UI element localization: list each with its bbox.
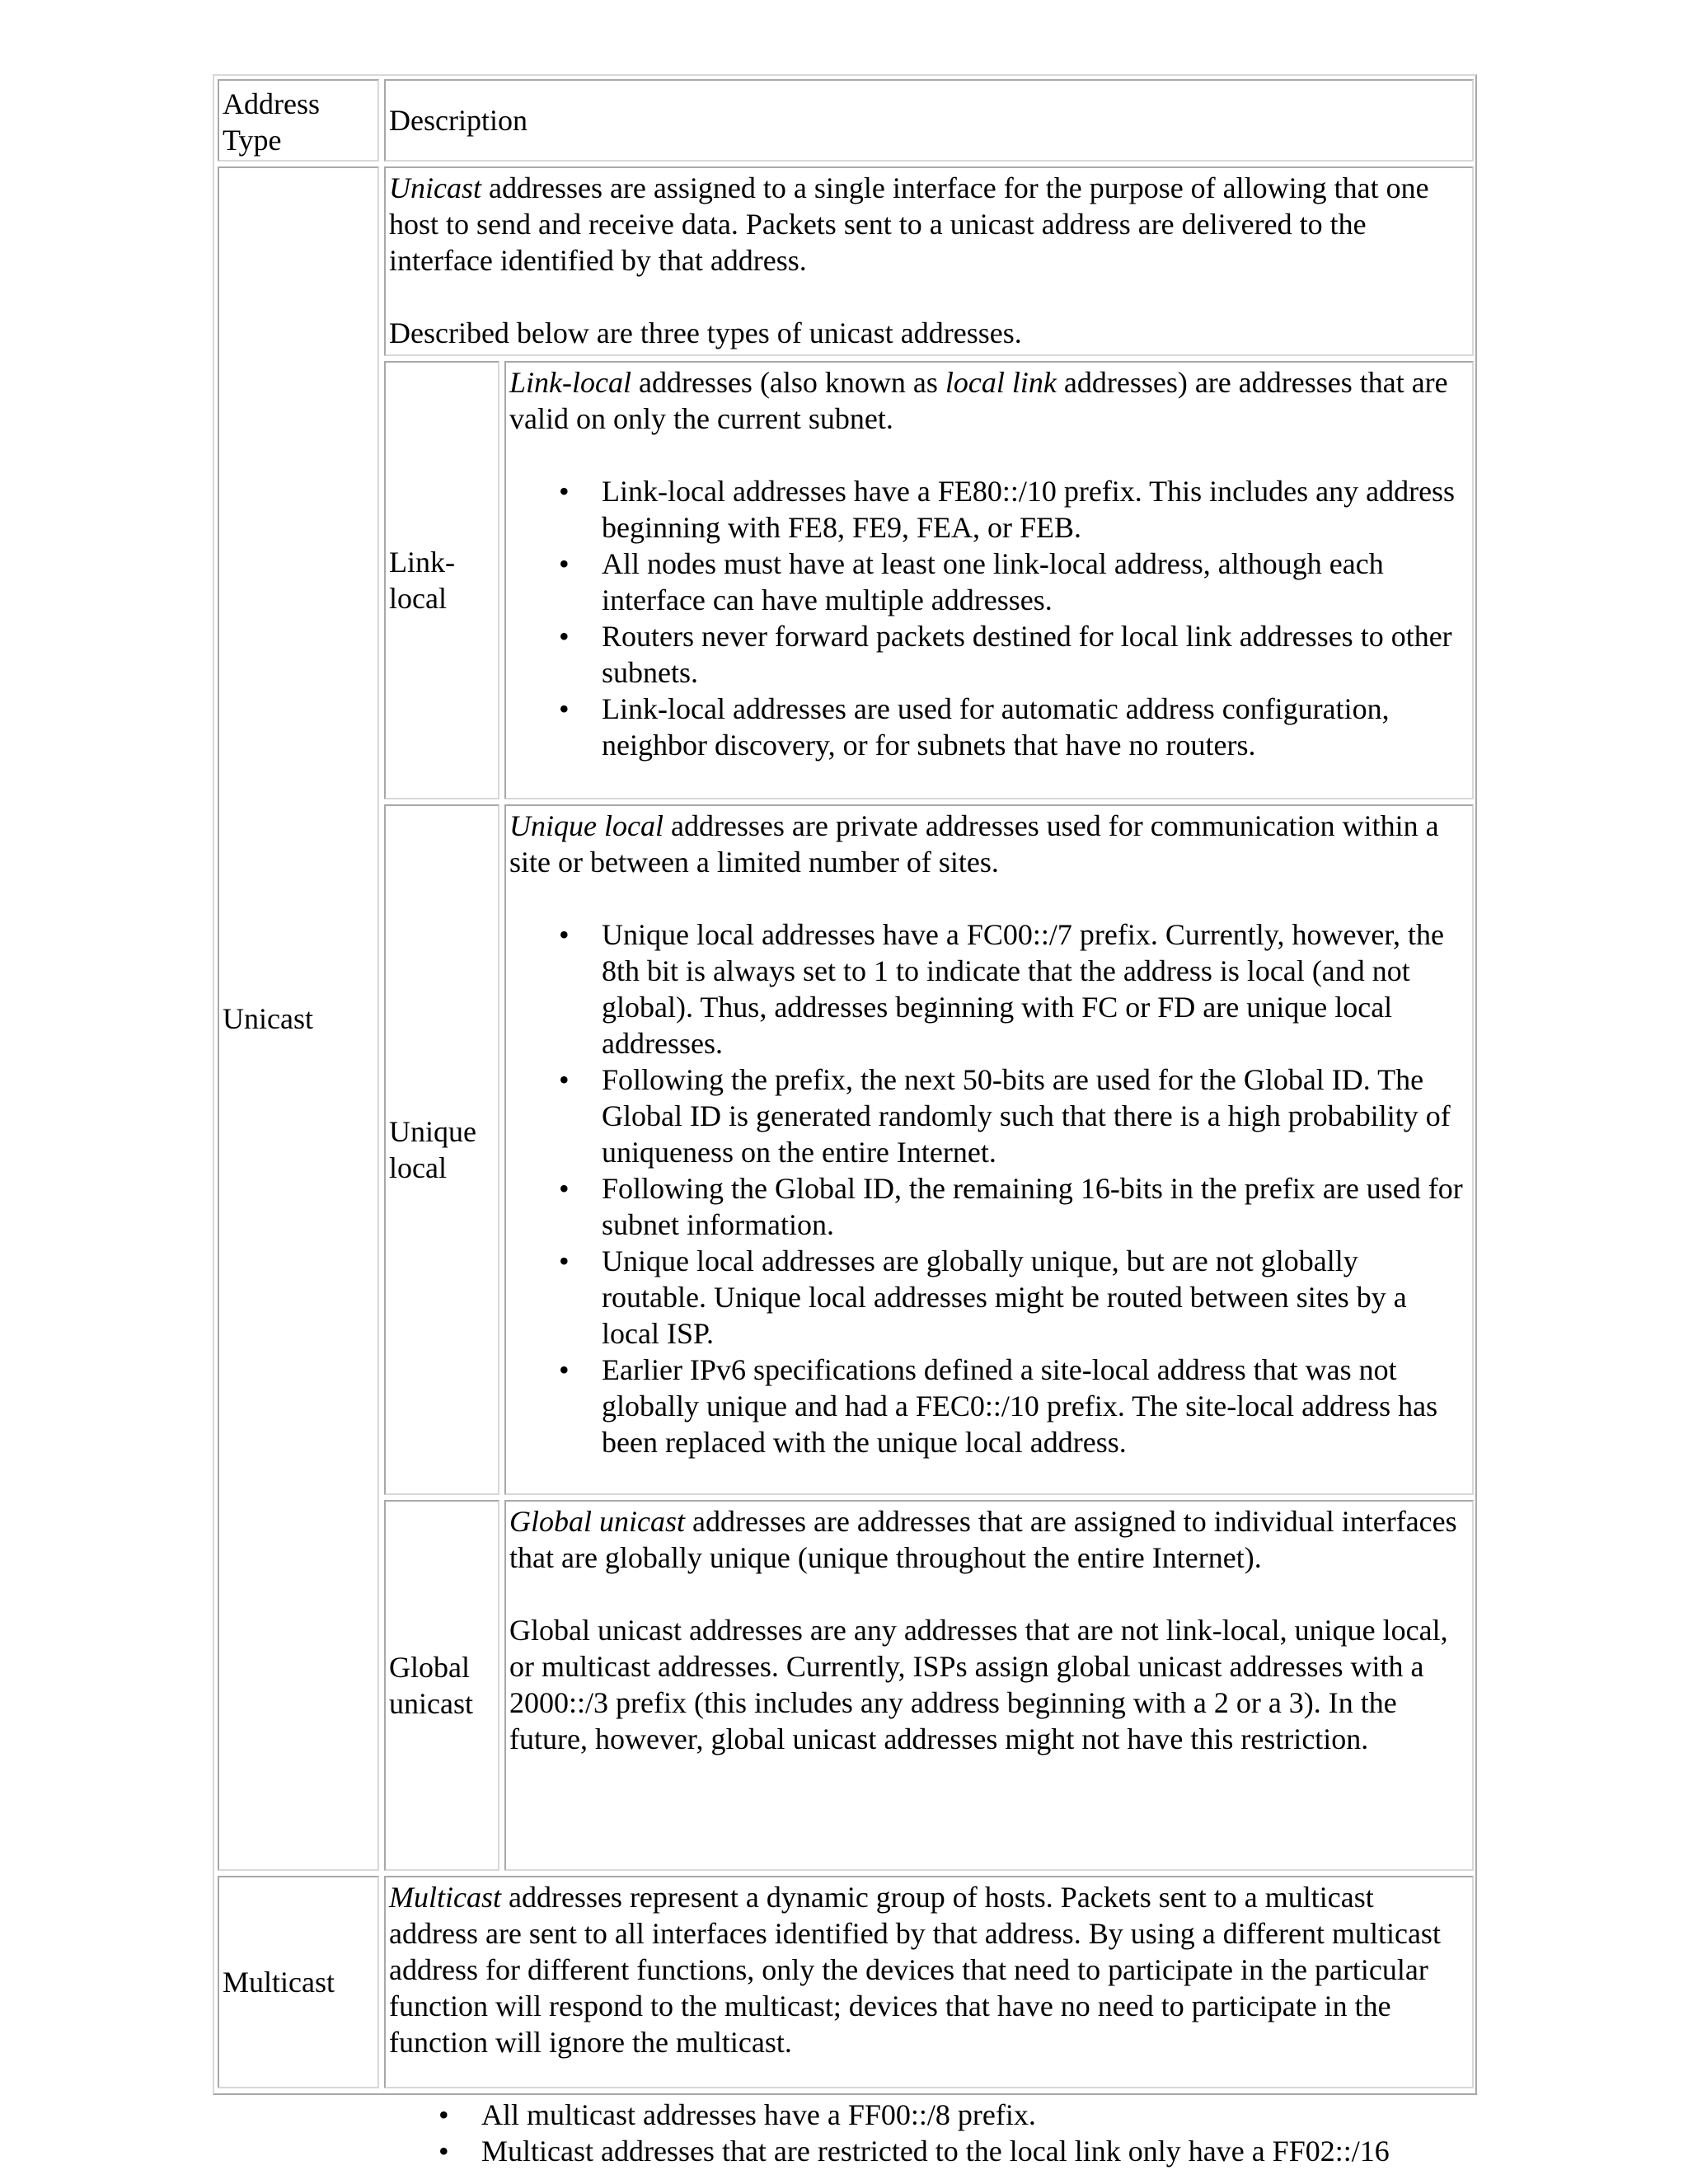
unique-local-type-cell — [384, 804, 499, 1495]
global-unicast-label: Global unicast — [389, 1651, 473, 1720]
list-item: • Earlier IPv6 specifications defined a site-local address that was not globally unique and had a FEC0::/10 prefix. The site-local address has been replaced with the unique local address. — [602, 1352, 1469, 1460]
list-item: • Following the prefix, the next 50-bits are used for the Global ID. The Global ID is generated randomly such that there is a high probability of uniqueness on the entire Internet. — [602, 1062, 1469, 1170]
link-local-term: Link-local — [509, 366, 631, 399]
unique-local-label: Unique local — [389, 1115, 476, 1184]
global-unicast-term: Global unicast — [509, 1505, 685, 1538]
header-address-type: Address Type — [223, 87, 320, 157]
list-item: • Link-local addresses have a FE80::/10 prefix. This includes any address beginning with FE8, FE9, FEA, or FEB. — [602, 473, 1469, 546]
multicast-intro — [389, 1879, 1469, 2060]
global-unicast-para2: Global unicast addresses are any addresses that are not link-local, unique local, or multicast addresses. Currently, ISPs assign global unicast addresses with a 2000::/3 prefix (this includes any address beginning with a 2 or a 3). In the future, however, global unicast addresses might not have this restriction. — [509, 1614, 1448, 1755]
link-local-rest: addresses) are addresses that are valid on only the current subnet. — [509, 366, 1448, 435]
unique-local-desc-cell — [504, 804, 1474, 1495]
link-local-intro — [509, 364, 1469, 437]
list-item: • Following the Global ID, the remaining 16-bits in the prefix are used for subnet information. — [602, 1170, 1469, 1243]
local-link-term: local link — [945, 366, 1057, 399]
unicast-intro-line2: Described below are three types of unicast addresses. — [389, 316, 1022, 349]
multicast-term: Multicast — [389, 1881, 501, 1914]
multicast-type-cell — [218, 1876, 379, 2088]
multicast-bullet-list — [389, 2097, 1469, 2169]
address-type-table — [213, 74, 1477, 2168]
unique-local-intro — [509, 808, 1469, 880]
unique-local-term: Unique local — [509, 809, 663, 842]
global-unicast-intro — [509, 1503, 1469, 1576]
multicast-rest: addresses represent a dynamic group of hosts. Packets sent to a multicast address are sent to all interfaces identified by that address. By using a different multicast address for different functions, only the devices that need to participate in the particular function will respond to the multicast; devices that have no need to participate in the function will ignore the multicast. — [389, 1881, 1441, 2059]
unicast-intro-cell — [384, 166, 1474, 356]
list-item: • Unique local addresses are globally unique, but are not globally routable. Unique local addresses might be routed between sites by a local ISP. — [602, 1243, 1469, 1352]
unique-local-rest: addresses are private addresses used for communication within a site or between a limited number of sites. — [509, 809, 1439, 879]
link-local-desc-cell — [504, 361, 1474, 799]
header-address-type-cell — [218, 79, 379, 162]
list-item: • Unique local addresses have a FC00::/7 prefix. Currently, however, the 8th bit is always set to 1 to indicate that the address is local (and not global). Thus, addresses beginning with FC or FD are unique local addresses. — [602, 916, 1469, 1062]
multicast-label: Multicast — [223, 1966, 335, 1999]
link-local-bullet-list — [509, 473, 1469, 763]
unique-local-bullet-list — [509, 916, 1469, 1460]
global-unicast-desc-cell — [504, 1500, 1474, 1871]
list-item: • Link-local addresses are used for automatic address configuration, neighbor discovery, or for subnets that have no routers. — [602, 691, 1469, 763]
unicast-type-cell — [218, 166, 379, 1871]
unicast-intro-text — [389, 170, 1469, 279]
list-item: • Routers never forward packets destined for local link addresses to other subnets. — [602, 618, 1469, 691]
link-local-label: Link-local — [389, 546, 455, 615]
multicast-desc-cell — [384, 1876, 1474, 2168]
link-local-type-cell — [384, 361, 499, 799]
link-local-mid: addresses (also known as — [631, 366, 945, 399]
header-description-cell — [384, 79, 1474, 162]
header-description: Description — [389, 104, 528, 137]
unicast-intro-body: addresses are assigned to a single interface for the purpose of allowing that one host to send and receive data. Packets sent to a unicast address are delivered to the interface identified by that address. — [389, 171, 1429, 277]
list-item: • All multicast addresses have a FF00::/8 prefix. — [481, 2097, 1469, 2133]
global-unicast-rest: addresses are addresses that are assigned to individual interfaces that are globally unique (unique throughout the entire Internet). — [509, 1505, 1457, 1574]
list-item: • Multicast addresses that are restricted to the local link only have a FF02::/16 — [481, 2133, 1469, 2169]
unicast-term: Unicast — [389, 171, 481, 204]
list-item: • All nodes must have at least one link-local address, although each interface can have multiple addresses. — [602, 546, 1469, 618]
unicast-label: Unicast — [223, 1002, 313, 1035]
global-unicast-type-cell — [384, 1500, 499, 1871]
